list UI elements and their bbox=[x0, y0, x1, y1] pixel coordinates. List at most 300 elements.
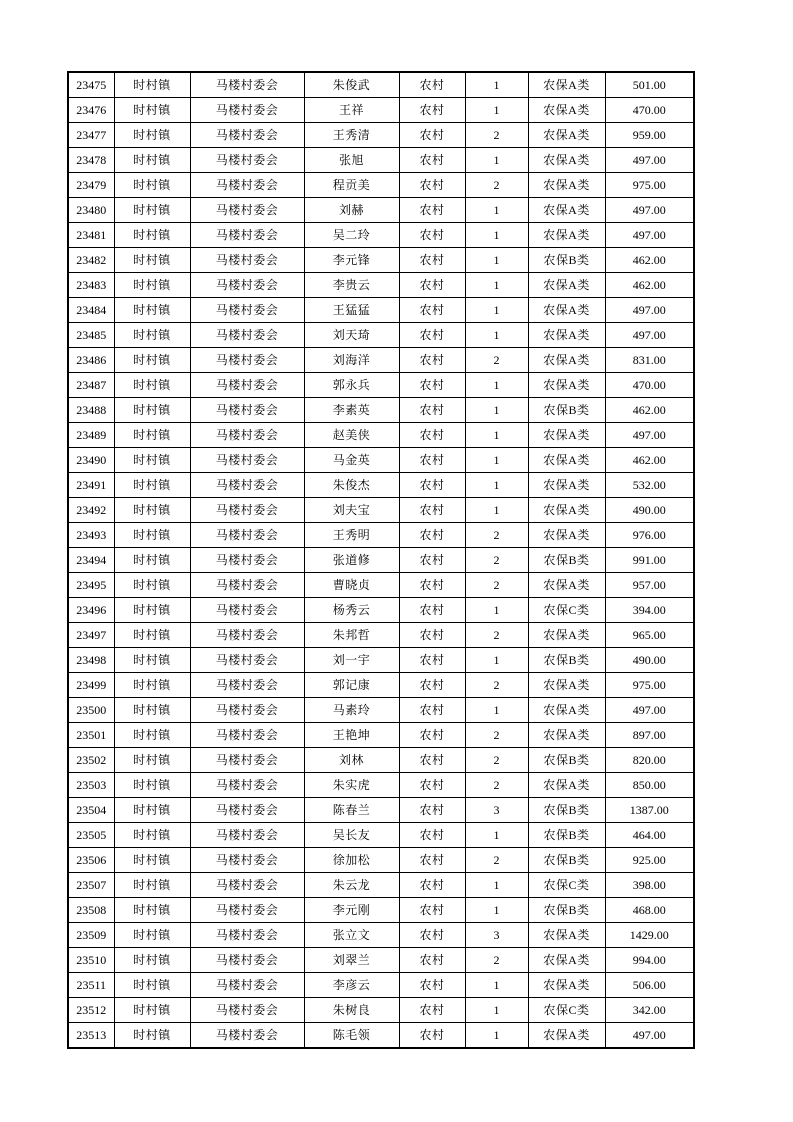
cell-person-name: 吴二玲 bbox=[304, 223, 399, 248]
table-row bbox=[68, 898, 694, 923]
cell-person-name: 刘天琦 bbox=[304, 323, 399, 348]
cell-person-count: 2 bbox=[465, 848, 528, 873]
cell-village-committee: 马楼村委会 bbox=[190, 473, 304, 498]
cell-person-count: 1 bbox=[465, 1023, 528, 1049]
cell-person-count: 1 bbox=[465, 873, 528, 898]
table-row bbox=[68, 723, 694, 748]
cell-village-committee: 马楼村委会 bbox=[190, 273, 304, 298]
cell-insurance-category: 农保A类 bbox=[528, 223, 605, 248]
cell-residence-type: 农村 bbox=[399, 548, 465, 573]
cell-insurance-category: 农保A类 bbox=[528, 98, 605, 123]
cell-residence-type: 农村 bbox=[399, 748, 465, 773]
table-row bbox=[68, 223, 694, 248]
cell-village-committee: 马楼村委会 bbox=[190, 223, 304, 248]
payment-records-table bbox=[67, 71, 695, 1049]
table-row bbox=[68, 923, 694, 948]
cell-residence-type: 农村 bbox=[399, 573, 465, 598]
table-row bbox=[68, 823, 694, 848]
cell-amount: 991.00 bbox=[605, 548, 694, 573]
cell-residence-type: 农村 bbox=[399, 373, 465, 398]
cell-insurance-category: 农保A类 bbox=[528, 523, 605, 548]
cell-amount: 820.00 bbox=[605, 748, 694, 773]
cell-person-count: 2 bbox=[465, 948, 528, 973]
cell-residence-type: 农村 bbox=[399, 498, 465, 523]
cell-town: 时村镇 bbox=[114, 923, 190, 948]
cell-serial-number: 23502 bbox=[68, 748, 114, 773]
cell-person-count: 2 bbox=[465, 548, 528, 573]
cell-insurance-category: 农保A类 bbox=[528, 348, 605, 373]
table-row bbox=[68, 973, 694, 998]
cell-amount: 850.00 bbox=[605, 773, 694, 798]
cell-serial-number: 23480 bbox=[68, 198, 114, 223]
cell-town: 时村镇 bbox=[114, 623, 190, 648]
cell-village-committee: 马楼村委会 bbox=[190, 248, 304, 273]
cell-person-name: 张立文 bbox=[304, 923, 399, 948]
table-row bbox=[68, 598, 694, 623]
cell-amount: 462.00 bbox=[605, 448, 694, 473]
cell-residence-type: 农村 bbox=[399, 998, 465, 1023]
cell-amount: 959.00 bbox=[605, 123, 694, 148]
cell-serial-number: 23496 bbox=[68, 598, 114, 623]
cell-town: 时村镇 bbox=[114, 348, 190, 373]
cell-village-committee: 马楼村委会 bbox=[190, 523, 304, 548]
cell-person-name: 朱俊武 bbox=[304, 72, 399, 98]
cell-residence-type: 农村 bbox=[399, 723, 465, 748]
cell-insurance-category: 农保A类 bbox=[528, 373, 605, 398]
cell-person-count: 2 bbox=[465, 723, 528, 748]
table-row bbox=[68, 423, 694, 448]
cell-village-committee: 马楼村委会 bbox=[190, 798, 304, 823]
cell-person-name: 郭记康 bbox=[304, 673, 399, 698]
cell-insurance-category: 农保C类 bbox=[528, 998, 605, 1023]
cell-person-name: 刘林 bbox=[304, 748, 399, 773]
cell-person-name: 杨秀云 bbox=[304, 598, 399, 623]
cell-person-name: 李元刚 bbox=[304, 898, 399, 923]
cell-person-count: 1 bbox=[465, 72, 528, 98]
table-row bbox=[68, 123, 694, 148]
table-row bbox=[68, 673, 694, 698]
cell-town: 时村镇 bbox=[114, 998, 190, 1023]
cell-town: 时村镇 bbox=[114, 723, 190, 748]
cell-residence-type: 农村 bbox=[399, 298, 465, 323]
cell-amount: 470.00 bbox=[605, 373, 694, 398]
cell-town: 时村镇 bbox=[114, 523, 190, 548]
cell-serial-number: 23487 bbox=[68, 373, 114, 398]
cell-village-committee: 马楼村委会 bbox=[190, 673, 304, 698]
cell-insurance-category: 农保A类 bbox=[528, 948, 605, 973]
table-row bbox=[68, 1023, 694, 1049]
table-row bbox=[68, 273, 694, 298]
cell-insurance-category: 农保A类 bbox=[528, 923, 605, 948]
cell-person-count: 1 bbox=[465, 448, 528, 473]
cell-serial-number: 23506 bbox=[68, 848, 114, 873]
table-row bbox=[68, 773, 694, 798]
cell-residence-type: 农村 bbox=[399, 823, 465, 848]
cell-insurance-category: 农保B类 bbox=[528, 898, 605, 923]
cell-residence-type: 农村 bbox=[399, 898, 465, 923]
cell-residence-type: 农村 bbox=[399, 173, 465, 198]
cell-amount: 497.00 bbox=[605, 698, 694, 723]
cell-amount: 470.00 bbox=[605, 98, 694, 123]
cell-person-count: 1 bbox=[465, 373, 528, 398]
cell-residence-type: 农村 bbox=[399, 273, 465, 298]
cell-residence-type: 农村 bbox=[399, 673, 465, 698]
cell-person-name: 刘翠兰 bbox=[304, 948, 399, 973]
cell-person-name: 王艳坤 bbox=[304, 723, 399, 748]
cell-serial-number: 23490 bbox=[68, 448, 114, 473]
cell-person-count: 2 bbox=[465, 623, 528, 648]
cell-insurance-category: 农保B类 bbox=[528, 848, 605, 873]
cell-serial-number: 23488 bbox=[68, 398, 114, 423]
cell-serial-number: 23483 bbox=[68, 273, 114, 298]
cell-residence-type: 农村 bbox=[399, 798, 465, 823]
cell-insurance-category: 农保A类 bbox=[528, 773, 605, 798]
cell-residence-type: 农村 bbox=[399, 923, 465, 948]
cell-town: 时村镇 bbox=[114, 98, 190, 123]
cell-village-committee: 马楼村委会 bbox=[190, 948, 304, 973]
cell-residence-type: 农村 bbox=[399, 72, 465, 98]
cell-serial-number: 23512 bbox=[68, 998, 114, 1023]
cell-village-committee: 马楼村委会 bbox=[190, 773, 304, 798]
cell-serial-number: 23492 bbox=[68, 498, 114, 523]
cell-residence-type: 农村 bbox=[399, 973, 465, 998]
cell-village-committee: 马楼村委会 bbox=[190, 573, 304, 598]
cell-town: 时村镇 bbox=[114, 398, 190, 423]
cell-residence-type: 农村 bbox=[399, 623, 465, 648]
cell-person-count: 1 bbox=[465, 398, 528, 423]
cell-person-name: 曹晓贞 bbox=[304, 573, 399, 598]
cell-amount: 994.00 bbox=[605, 948, 694, 973]
cell-insurance-category: 农保A类 bbox=[528, 498, 605, 523]
cell-person-count: 3 bbox=[465, 923, 528, 948]
cell-person-count: 1 bbox=[465, 323, 528, 348]
cell-town: 时村镇 bbox=[114, 298, 190, 323]
cell-village-committee: 马楼村委会 bbox=[190, 423, 304, 448]
cell-residence-type: 农村 bbox=[399, 448, 465, 473]
cell-village-committee: 马楼村委会 bbox=[190, 723, 304, 748]
cell-person-count: 1 bbox=[465, 973, 528, 998]
cell-residence-type: 农村 bbox=[399, 648, 465, 673]
cell-village-committee: 马楼村委会 bbox=[190, 848, 304, 873]
cell-amount: 462.00 bbox=[605, 273, 694, 298]
table-row bbox=[68, 448, 694, 473]
cell-town: 时村镇 bbox=[114, 72, 190, 98]
cell-serial-number: 23511 bbox=[68, 973, 114, 998]
cell-person-name: 朱云龙 bbox=[304, 873, 399, 898]
cell-person-count: 2 bbox=[465, 348, 528, 373]
cell-village-committee: 马楼村委会 bbox=[190, 98, 304, 123]
cell-person-name: 陈春兰 bbox=[304, 798, 399, 823]
cell-person-count: 1 bbox=[465, 598, 528, 623]
cell-serial-number: 23498 bbox=[68, 648, 114, 673]
cell-insurance-category: 农保A类 bbox=[528, 698, 605, 723]
cell-village-committee: 马楼村委会 bbox=[190, 873, 304, 898]
cell-town: 时村镇 bbox=[114, 148, 190, 173]
cell-person-name: 朱树良 bbox=[304, 998, 399, 1023]
cell-person-count: 2 bbox=[465, 573, 528, 598]
cell-amount: 506.00 bbox=[605, 973, 694, 998]
cell-insurance-category: 农保B类 bbox=[528, 798, 605, 823]
cell-serial-number: 23491 bbox=[68, 473, 114, 498]
cell-amount: 497.00 bbox=[605, 298, 694, 323]
cell-village-committee: 马楼村委会 bbox=[190, 323, 304, 348]
cell-person-count: 3 bbox=[465, 798, 528, 823]
cell-town: 时村镇 bbox=[114, 548, 190, 573]
table-row bbox=[68, 148, 694, 173]
cell-town: 时村镇 bbox=[114, 573, 190, 598]
cell-insurance-category: 农保A类 bbox=[528, 448, 605, 473]
cell-amount: 897.00 bbox=[605, 723, 694, 748]
cell-person-count: 1 bbox=[465, 248, 528, 273]
cell-amount: 462.00 bbox=[605, 248, 694, 273]
table-row bbox=[68, 798, 694, 823]
cell-person-count: 1 bbox=[465, 148, 528, 173]
cell-residence-type: 农村 bbox=[399, 148, 465, 173]
table-row bbox=[68, 748, 694, 773]
cell-village-committee: 马楼村委会 bbox=[190, 123, 304, 148]
cell-village-committee: 马楼村委会 bbox=[190, 598, 304, 623]
cell-insurance-category: 农保A类 bbox=[528, 623, 605, 648]
cell-serial-number: 23484 bbox=[68, 298, 114, 323]
cell-person-name: 朱实虎 bbox=[304, 773, 399, 798]
cell-insurance-category: 农保C类 bbox=[528, 873, 605, 898]
cell-town: 时村镇 bbox=[114, 248, 190, 273]
cell-insurance-category: 农保A类 bbox=[528, 473, 605, 498]
cell-amount: 464.00 bbox=[605, 823, 694, 848]
cell-person-count: 2 bbox=[465, 523, 528, 548]
cell-serial-number: 23505 bbox=[68, 823, 114, 848]
cell-person-count: 1 bbox=[465, 223, 528, 248]
cell-village-committee: 马楼村委会 bbox=[190, 748, 304, 773]
cell-town: 时村镇 bbox=[114, 698, 190, 723]
cell-town: 时村镇 bbox=[114, 773, 190, 798]
cell-village-committee: 马楼村委会 bbox=[190, 348, 304, 373]
cell-serial-number: 23500 bbox=[68, 698, 114, 723]
table-row bbox=[68, 698, 694, 723]
cell-residence-type: 农村 bbox=[399, 848, 465, 873]
cell-town: 时村镇 bbox=[114, 823, 190, 848]
cell-person-name: 刘赫 bbox=[304, 198, 399, 223]
cell-person-name: 李元锋 bbox=[304, 248, 399, 273]
cell-person-name: 朱邦哲 bbox=[304, 623, 399, 648]
cell-town: 时村镇 bbox=[114, 648, 190, 673]
cell-serial-number: 23510 bbox=[68, 948, 114, 973]
cell-person-name: 刘夫宝 bbox=[304, 498, 399, 523]
cell-person-name: 赵美侠 bbox=[304, 423, 399, 448]
cell-village-committee: 马楼村委会 bbox=[190, 398, 304, 423]
cell-insurance-category: 农保C类 bbox=[528, 598, 605, 623]
cell-person-count: 2 bbox=[465, 673, 528, 698]
cell-serial-number: 23475 bbox=[68, 72, 114, 98]
table-row bbox=[68, 948, 694, 973]
cell-town: 时村镇 bbox=[114, 898, 190, 923]
cell-person-name: 李素英 bbox=[304, 398, 399, 423]
cell-village-committee: 马楼村委会 bbox=[190, 198, 304, 223]
cell-town: 时村镇 bbox=[114, 223, 190, 248]
cell-amount: 975.00 bbox=[605, 673, 694, 698]
cell-village-committee: 马楼村委会 bbox=[190, 698, 304, 723]
cell-amount: 497.00 bbox=[605, 1023, 694, 1049]
cell-person-count: 1 bbox=[465, 498, 528, 523]
table-row bbox=[68, 523, 694, 548]
cell-insurance-category: 农保A类 bbox=[528, 148, 605, 173]
cell-town: 时村镇 bbox=[114, 973, 190, 998]
table-row bbox=[68, 198, 694, 223]
cell-residence-type: 农村 bbox=[399, 873, 465, 898]
cell-town: 时村镇 bbox=[114, 848, 190, 873]
cell-person-name: 朱俊杰 bbox=[304, 473, 399, 498]
cell-insurance-category: 农保A类 bbox=[528, 1023, 605, 1049]
cell-person-name: 徐加松 bbox=[304, 848, 399, 873]
cell-town: 时村镇 bbox=[114, 323, 190, 348]
cell-person-name: 张旭 bbox=[304, 148, 399, 173]
cell-village-committee: 马楼村委会 bbox=[190, 648, 304, 673]
cell-town: 时村镇 bbox=[114, 198, 190, 223]
cell-person-count: 1 bbox=[465, 98, 528, 123]
cell-town: 时村镇 bbox=[114, 473, 190, 498]
table-row bbox=[68, 623, 694, 648]
cell-town: 时村镇 bbox=[114, 373, 190, 398]
table-row bbox=[68, 98, 694, 123]
cell-village-committee: 马楼村委会 bbox=[190, 498, 304, 523]
cell-insurance-category: 农保A类 bbox=[528, 973, 605, 998]
cell-residence-type: 农村 bbox=[399, 473, 465, 498]
table-body bbox=[68, 72, 694, 1048]
cell-amount: 468.00 bbox=[605, 898, 694, 923]
cell-town: 时村镇 bbox=[114, 748, 190, 773]
cell-insurance-category: 农保A类 bbox=[528, 123, 605, 148]
cell-serial-number: 23479 bbox=[68, 173, 114, 198]
cell-amount: 342.00 bbox=[605, 998, 694, 1023]
cell-insurance-category: 农保A类 bbox=[528, 173, 605, 198]
cell-village-committee: 马楼村委会 bbox=[190, 823, 304, 848]
cell-serial-number: 23493 bbox=[68, 523, 114, 548]
cell-residence-type: 农村 bbox=[399, 98, 465, 123]
cell-amount: 497.00 bbox=[605, 148, 694, 173]
table-row bbox=[68, 648, 694, 673]
cell-amount: 925.00 bbox=[605, 848, 694, 873]
cell-serial-number: 23509 bbox=[68, 923, 114, 948]
cell-serial-number: 23476 bbox=[68, 98, 114, 123]
cell-serial-number: 23494 bbox=[68, 548, 114, 573]
cell-amount: 490.00 bbox=[605, 498, 694, 523]
cell-village-committee: 马楼村委会 bbox=[190, 923, 304, 948]
cell-village-committee: 马楼村委会 bbox=[190, 998, 304, 1023]
cell-insurance-category: 农保A类 bbox=[528, 723, 605, 748]
cell-person-name: 王秀明 bbox=[304, 523, 399, 548]
cell-person-name: 王秀清 bbox=[304, 123, 399, 148]
cell-amount: 501.00 bbox=[605, 72, 694, 98]
cell-amount: 976.00 bbox=[605, 523, 694, 548]
cell-insurance-category: 农保B类 bbox=[528, 398, 605, 423]
cell-person-name: 刘一宇 bbox=[304, 648, 399, 673]
cell-residence-type: 农村 bbox=[399, 598, 465, 623]
cell-village-committee: 马楼村委会 bbox=[190, 173, 304, 198]
cell-serial-number: 23489 bbox=[68, 423, 114, 448]
cell-insurance-category: 农保A类 bbox=[528, 573, 605, 598]
cell-town: 时村镇 bbox=[114, 173, 190, 198]
table-row bbox=[68, 873, 694, 898]
cell-amount: 975.00 bbox=[605, 173, 694, 198]
cell-serial-number: 23513 bbox=[68, 1023, 114, 1049]
cell-town: 时村镇 bbox=[114, 273, 190, 298]
cell-town: 时村镇 bbox=[114, 498, 190, 523]
cell-town: 时村镇 bbox=[114, 873, 190, 898]
cell-town: 时村镇 bbox=[114, 423, 190, 448]
cell-person-count: 1 bbox=[465, 198, 528, 223]
cell-serial-number: 23477 bbox=[68, 123, 114, 148]
cell-village-committee: 马楼村委会 bbox=[190, 448, 304, 473]
cell-person-count: 1 bbox=[465, 998, 528, 1023]
cell-village-committee: 马楼村委会 bbox=[190, 148, 304, 173]
cell-person-name: 刘海洋 bbox=[304, 348, 399, 373]
cell-insurance-category: 农保B类 bbox=[528, 248, 605, 273]
cell-village-committee: 马楼村委会 bbox=[190, 973, 304, 998]
cell-village-committee: 马楼村委会 bbox=[190, 373, 304, 398]
cell-person-count: 1 bbox=[465, 698, 528, 723]
cell-serial-number: 23482 bbox=[68, 248, 114, 273]
cell-person-name: 吴长友 bbox=[304, 823, 399, 848]
table-row bbox=[68, 398, 694, 423]
table-row bbox=[68, 173, 694, 198]
cell-serial-number: 23508 bbox=[68, 898, 114, 923]
table-row bbox=[68, 298, 694, 323]
cell-insurance-category: 农保A类 bbox=[528, 298, 605, 323]
cell-amount: 398.00 bbox=[605, 873, 694, 898]
cell-residence-type: 农村 bbox=[399, 1023, 465, 1049]
table-row bbox=[68, 548, 694, 573]
cell-residence-type: 农村 bbox=[399, 348, 465, 373]
cell-village-committee: 马楼村委会 bbox=[190, 72, 304, 98]
cell-amount: 957.00 bbox=[605, 573, 694, 598]
cell-amount: 497.00 bbox=[605, 198, 694, 223]
cell-amount: 831.00 bbox=[605, 348, 694, 373]
cell-village-committee: 马楼村委会 bbox=[190, 548, 304, 573]
cell-person-count: 2 bbox=[465, 748, 528, 773]
cell-person-name: 马金英 bbox=[304, 448, 399, 473]
cell-amount: 532.00 bbox=[605, 473, 694, 498]
cell-person-name: 郭永兵 bbox=[304, 373, 399, 398]
cell-insurance-category: 农保B类 bbox=[528, 648, 605, 673]
cell-residence-type: 农村 bbox=[399, 398, 465, 423]
cell-person-count: 1 bbox=[465, 473, 528, 498]
cell-insurance-category: 农保A类 bbox=[528, 323, 605, 348]
cell-person-name: 马素玲 bbox=[304, 698, 399, 723]
cell-village-committee: 马楼村委会 bbox=[190, 898, 304, 923]
cell-town: 时村镇 bbox=[114, 598, 190, 623]
cell-person-count: 1 bbox=[465, 898, 528, 923]
cell-residence-type: 农村 bbox=[399, 123, 465, 148]
cell-serial-number: 23499 bbox=[68, 673, 114, 698]
cell-person-count: 1 bbox=[465, 823, 528, 848]
cell-town: 时村镇 bbox=[114, 948, 190, 973]
cell-residence-type: 农村 bbox=[399, 948, 465, 973]
table-row bbox=[68, 323, 694, 348]
cell-serial-number: 23481 bbox=[68, 223, 114, 248]
cell-insurance-category: 农保A类 bbox=[528, 423, 605, 448]
cell-residence-type: 农村 bbox=[399, 248, 465, 273]
cell-serial-number: 23495 bbox=[68, 573, 114, 598]
cell-person-name: 陈毛领 bbox=[304, 1023, 399, 1049]
cell-serial-number: 23501 bbox=[68, 723, 114, 748]
table-row bbox=[68, 373, 694, 398]
cell-residence-type: 农村 bbox=[399, 223, 465, 248]
table-row bbox=[68, 348, 694, 373]
table-row bbox=[68, 998, 694, 1023]
cell-amount: 497.00 bbox=[605, 423, 694, 448]
cell-insurance-category: 农保B类 bbox=[528, 548, 605, 573]
table-row bbox=[68, 473, 694, 498]
